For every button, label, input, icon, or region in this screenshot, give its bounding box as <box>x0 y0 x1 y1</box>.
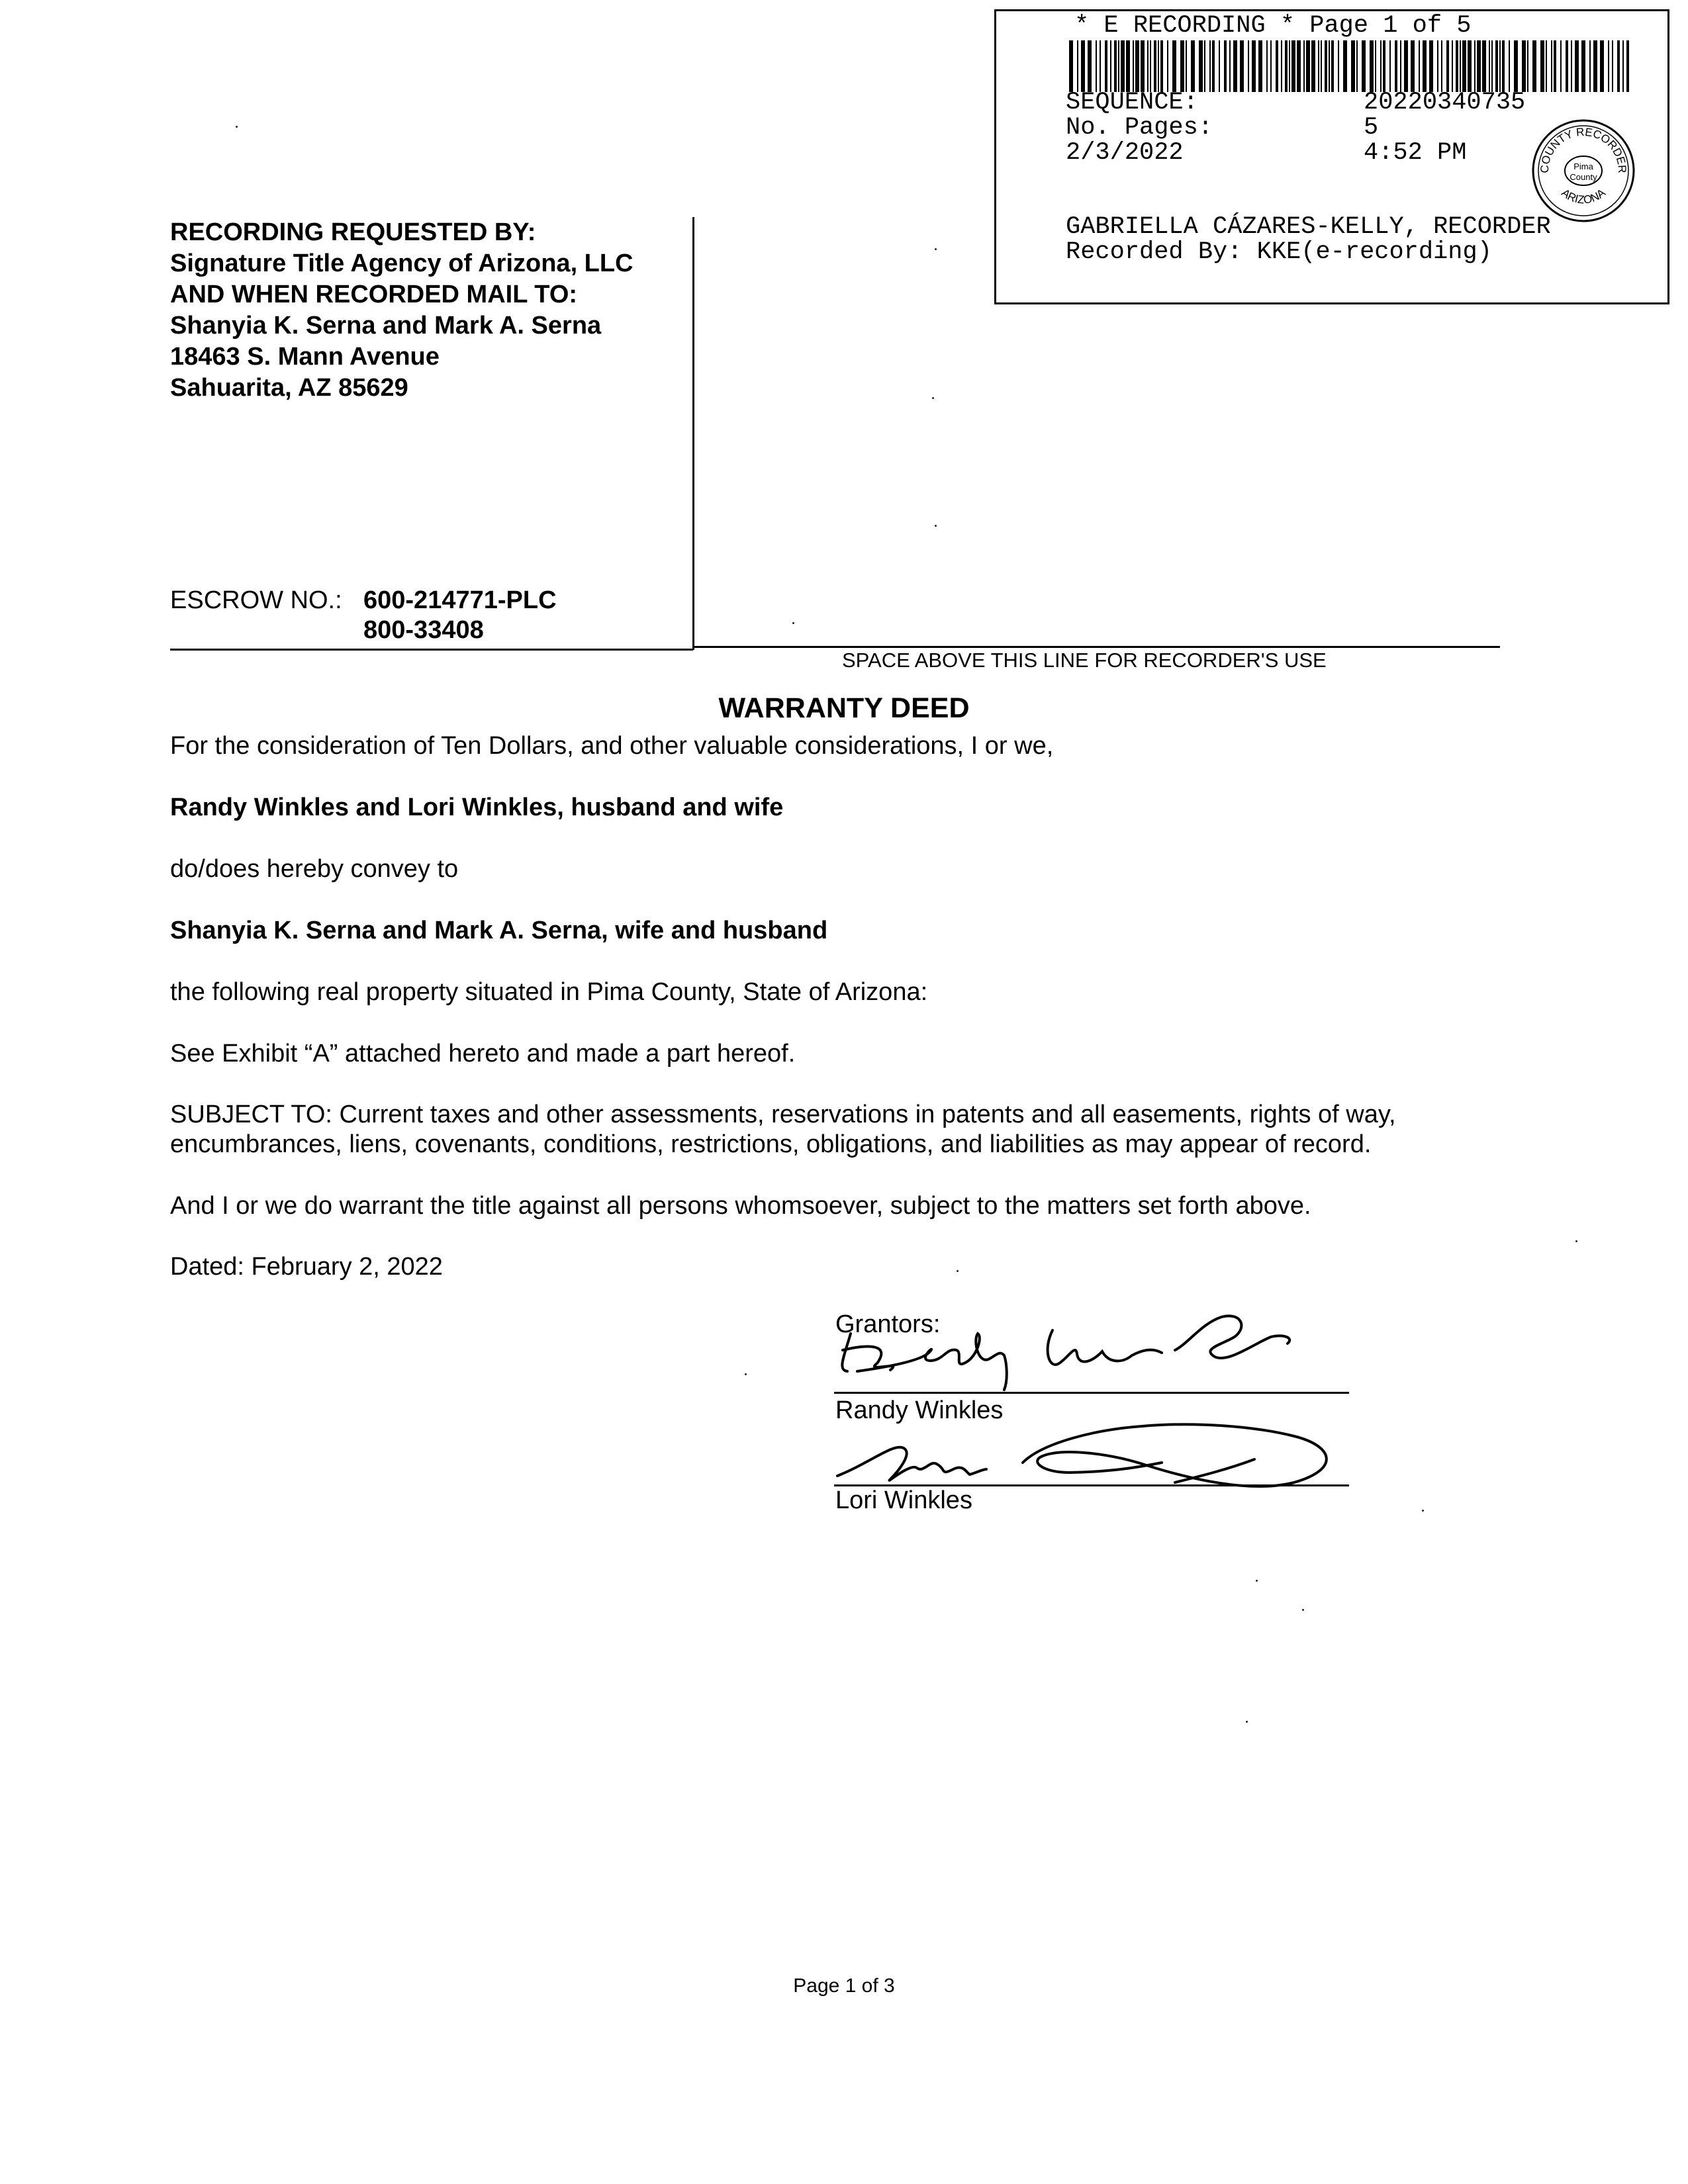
scan-speck <box>935 248 937 250</box>
barcode-bar <box>1077 40 1078 92</box>
barcode-bar <box>1502 40 1505 92</box>
escrow-label: ESCROW NO.: <box>170 586 342 614</box>
barcode-bar <box>1266 40 1268 92</box>
barcode-bar <box>1285 40 1288 92</box>
barcode-bar <box>1172 40 1176 92</box>
scan-speck <box>1256 1580 1258 1582</box>
sequence-label: SEQUENCE: <box>1066 89 1198 116</box>
barcode-bar <box>1474 40 1476 92</box>
pages-label: No. Pages: <box>1066 114 1213 142</box>
barcode-bar <box>1581 40 1585 92</box>
barcode-bar <box>1527 40 1528 92</box>
barcode-bar <box>1617 40 1620 92</box>
barcode-bar <box>1096 40 1097 92</box>
barcode-bar <box>1110 40 1111 92</box>
grantors-text: Randy Winkles and Lori Winkles, husband and wife <box>170 794 784 821</box>
barcode-bar <box>1600 40 1604 92</box>
barcode-bar <box>1522 40 1526 92</box>
recording-stamp <box>994 9 1669 304</box>
barcode-bar <box>1437 40 1438 92</box>
barcode-bar <box>1571 40 1572 92</box>
subject-to-line-1: SUBJECT TO: Current taxes and other assessments, reservations in patents and all easements, rights of way, <box>170 1101 1396 1128</box>
barcode-bar <box>1351 40 1355 92</box>
barcode-bar <box>1532 40 1536 92</box>
barcode-bar <box>1121 40 1125 92</box>
scan-speck <box>1246 1721 1248 1723</box>
scan-speck <box>236 126 238 128</box>
barcode-bar <box>1460 40 1461 92</box>
barcode-bar <box>1411 40 1415 92</box>
barcode-bar <box>1303 40 1305 92</box>
barcode <box>1069 40 1630 92</box>
barcode-bar <box>1452 40 1453 92</box>
barcode-bar <box>1566 40 1568 92</box>
recorder-name: GABRIELLA CÁZARES-KELLY, RECORDER <box>1066 213 1551 241</box>
barcode-bar <box>1423 40 1427 92</box>
barcode-bar <box>1081 40 1085 92</box>
barcode-bar <box>1429 40 1433 92</box>
barcode-bar <box>1088 40 1092 92</box>
county-recorder-seal <box>1530 117 1637 224</box>
barcode-bar <box>1389 40 1391 92</box>
barcode-bar <box>1150 40 1151 92</box>
scan-speck <box>932 397 934 399</box>
barcode-bar <box>1446 40 1449 92</box>
barcode-bar <box>1514 40 1518 92</box>
barcode-bar <box>1329 40 1330 92</box>
barcode-bar <box>1491 40 1493 92</box>
scan-speck <box>935 525 937 527</box>
barcode-bar <box>1608 40 1609 92</box>
barcode-bar <box>1468 40 1472 92</box>
randy-winkles-signature <box>831 1297 1321 1396</box>
barcode-bar <box>1499 40 1501 92</box>
escrow-number: 600-214771-PLC <box>363 586 557 614</box>
barcode-bar <box>1311 40 1315 92</box>
barcode-bar <box>1343 40 1347 92</box>
recorder-space-line <box>694 646 1500 648</box>
barcode-bar <box>1419 40 1420 92</box>
barcode-bar <box>1186 40 1187 92</box>
barcode-bar <box>1219 40 1220 92</box>
barcode-bar <box>1229 40 1231 92</box>
seal-center-2: County <box>1570 172 1597 182</box>
recording-time: 4:52 PM <box>1364 139 1467 167</box>
grantees-text: Shanyia K. Serna and Mark A. Serna, wife and husband <box>170 917 828 944</box>
barcode-bar <box>1404 40 1408 92</box>
stamp-header: * E RECORDING * Page 1 of 5 <box>1074 12 1472 40</box>
barcode-bar <box>1626 40 1629 92</box>
barcode-bar <box>1356 40 1358 92</box>
barcode-bar <box>1554 40 1556 92</box>
seal-center-1: Pima <box>1573 161 1593 171</box>
escrow-number-secondary: 800-33408 <box>363 616 484 644</box>
requested-by-label: RECORDING REQUESTED BY: <box>170 218 536 246</box>
barcode-bar <box>1589 40 1591 92</box>
barcode-bar <box>1362 40 1366 92</box>
barcode-bar <box>1400 40 1401 92</box>
divider-line <box>170 649 693 651</box>
barcode-bar <box>1462 40 1466 92</box>
barcode-bar <box>1252 40 1256 92</box>
subject-to-line-2: encumbrances, liens, covenants, conditions, restrictions, obligations, and liabilities as may appear of record. <box>170 1130 1372 1158</box>
property-text: the following real property situated in Pima County, State of Arizona: <box>170 978 928 1006</box>
scan-speck <box>957 1270 959 1272</box>
barcode-bar <box>1297 40 1301 92</box>
barcode-bar <box>1270 40 1272 92</box>
warrant-text: And I or we do warrant the title against all persons whomsoever, subject to the matters set forth above. <box>170 1192 1311 1220</box>
barcode-bar <box>1395 40 1397 92</box>
barcode-bar <box>1224 40 1227 92</box>
barcode-bar <box>1147 40 1149 92</box>
barcode-bar <box>1167 40 1168 92</box>
barcode-bar <box>1380 40 1382 92</box>
barcode-bar <box>1331 40 1334 92</box>
mail-to-name: Shanyia K. Serna and Mark A. Serna <box>170 312 602 340</box>
recorded-by: Recorded By: KKE(e-recording) <box>1066 238 1492 266</box>
barcode-bar <box>1495 40 1498 92</box>
requested-by: Signature Title Agency of Arizona, LLC <box>170 250 633 277</box>
barcode-bar <box>1477 40 1481 92</box>
signer-1-name: Randy Winkles <box>835 1396 1004 1424</box>
barcode-bar <box>1370 40 1374 92</box>
barcode-bar <box>1133 40 1134 92</box>
barcode-bar <box>1160 40 1163 92</box>
barcode-bar <box>1105 40 1107 92</box>
dated-text: Dated: February 2, 2022 <box>170 1253 443 1281</box>
barcode-bar <box>1291 40 1295 92</box>
exhibit-text: See Exhibit “A” attached hereto and made a part hereof. <box>170 1040 796 1068</box>
barcode-bar <box>1276 40 1278 92</box>
barcode-bar <box>1456 40 1458 92</box>
barcode-bar <box>1126 40 1130 92</box>
seal-top-text: COUNTY RECORDER <box>1538 125 1629 173</box>
barcode-bar <box>1258 40 1262 92</box>
grantors-label: Grantors: <box>835 1310 941 1338</box>
barcode-bar <box>1212 40 1215 92</box>
scan-speck <box>792 622 794 624</box>
barcode-bar <box>1321 40 1322 92</box>
vertical-divider <box>692 217 694 650</box>
seal-bottom-text: ARIZONA <box>1559 186 1608 206</box>
barcode-bar <box>1546 40 1547 92</box>
barcode-bar <box>1158 40 1159 92</box>
barcode-bar <box>1489 40 1490 92</box>
scan-speck <box>1422 1510 1424 1512</box>
barcode-bar <box>1383 40 1385 92</box>
barcode-bar <box>1575 40 1579 92</box>
barcode-bar <box>1318 40 1319 92</box>
mail-to-street: 18463 S. Mann Avenue <box>170 343 440 371</box>
mail-to-label: AND WHEN RECORDED MAIL TO: <box>170 281 578 308</box>
barcode-bar <box>1325 40 1327 92</box>
barcode-bar <box>1180 40 1184 92</box>
barcode-bar <box>1100 40 1101 92</box>
barcode-bar <box>1551 40 1552 92</box>
barcode-bar <box>1441 40 1442 92</box>
barcode-bar <box>1233 40 1237 92</box>
recording-date: 2/3/2022 <box>1066 139 1184 167</box>
sequence-value: 20220340735 <box>1364 89 1526 116</box>
barcode-bar <box>1114 40 1117 92</box>
barcode-bar <box>1560 40 1562 92</box>
pages-value: 5 <box>1364 114 1379 142</box>
barcode-bar <box>1338 40 1339 92</box>
barcode-bar <box>1199 40 1203 92</box>
mail-to-city: Sahuarita, AZ 85629 <box>170 374 408 402</box>
barcode-bar <box>1289 40 1290 92</box>
barcode-bar <box>1191 40 1195 92</box>
barcode-bar <box>1209 40 1211 92</box>
consideration-text: For the consideration of Ten Dollars, and other valuable considerations, I or we, <box>170 732 1054 760</box>
barcode-bar <box>1306 40 1310 92</box>
page-number: Page 1 of 3 <box>793 1975 895 1997</box>
scan-speck <box>745 1373 747 1375</box>
barcode-bar <box>1482 40 1486 92</box>
barcode-bar <box>1540 40 1544 92</box>
scan-speck <box>1302 1609 1304 1611</box>
recorder-space-note: SPACE ABOVE THIS LINE FOR RECORDER'S USE <box>842 649 1327 672</box>
barcode-bar <box>1141 40 1145 92</box>
barcode-bar <box>1509 40 1510 92</box>
scan-speck <box>1575 1240 1577 1242</box>
convey-text: do/does hereby convey to <box>170 855 459 883</box>
barcode-bar <box>1135 40 1139 92</box>
document-title: WARRANTY DEED <box>718 692 970 724</box>
barcode-bar <box>1622 40 1624 92</box>
barcode-bar <box>1204 40 1205 92</box>
barcode-bar <box>1281 40 1282 92</box>
barcode-bar <box>1612 40 1613 92</box>
barcode-bar <box>1118 40 1119 92</box>
barcode-bar <box>1593 40 1597 92</box>
signer-2-name: Lori Winkles <box>835 1486 972 1514</box>
barcode-bar <box>1154 40 1156 92</box>
barcode-bar <box>1240 40 1244 92</box>
barcode-bar <box>1375 40 1376 92</box>
barcode-bar <box>1069 40 1073 92</box>
barcode-bar <box>1248 40 1249 92</box>
svg-text:ARIZONA <box>1559 186 1608 206</box>
